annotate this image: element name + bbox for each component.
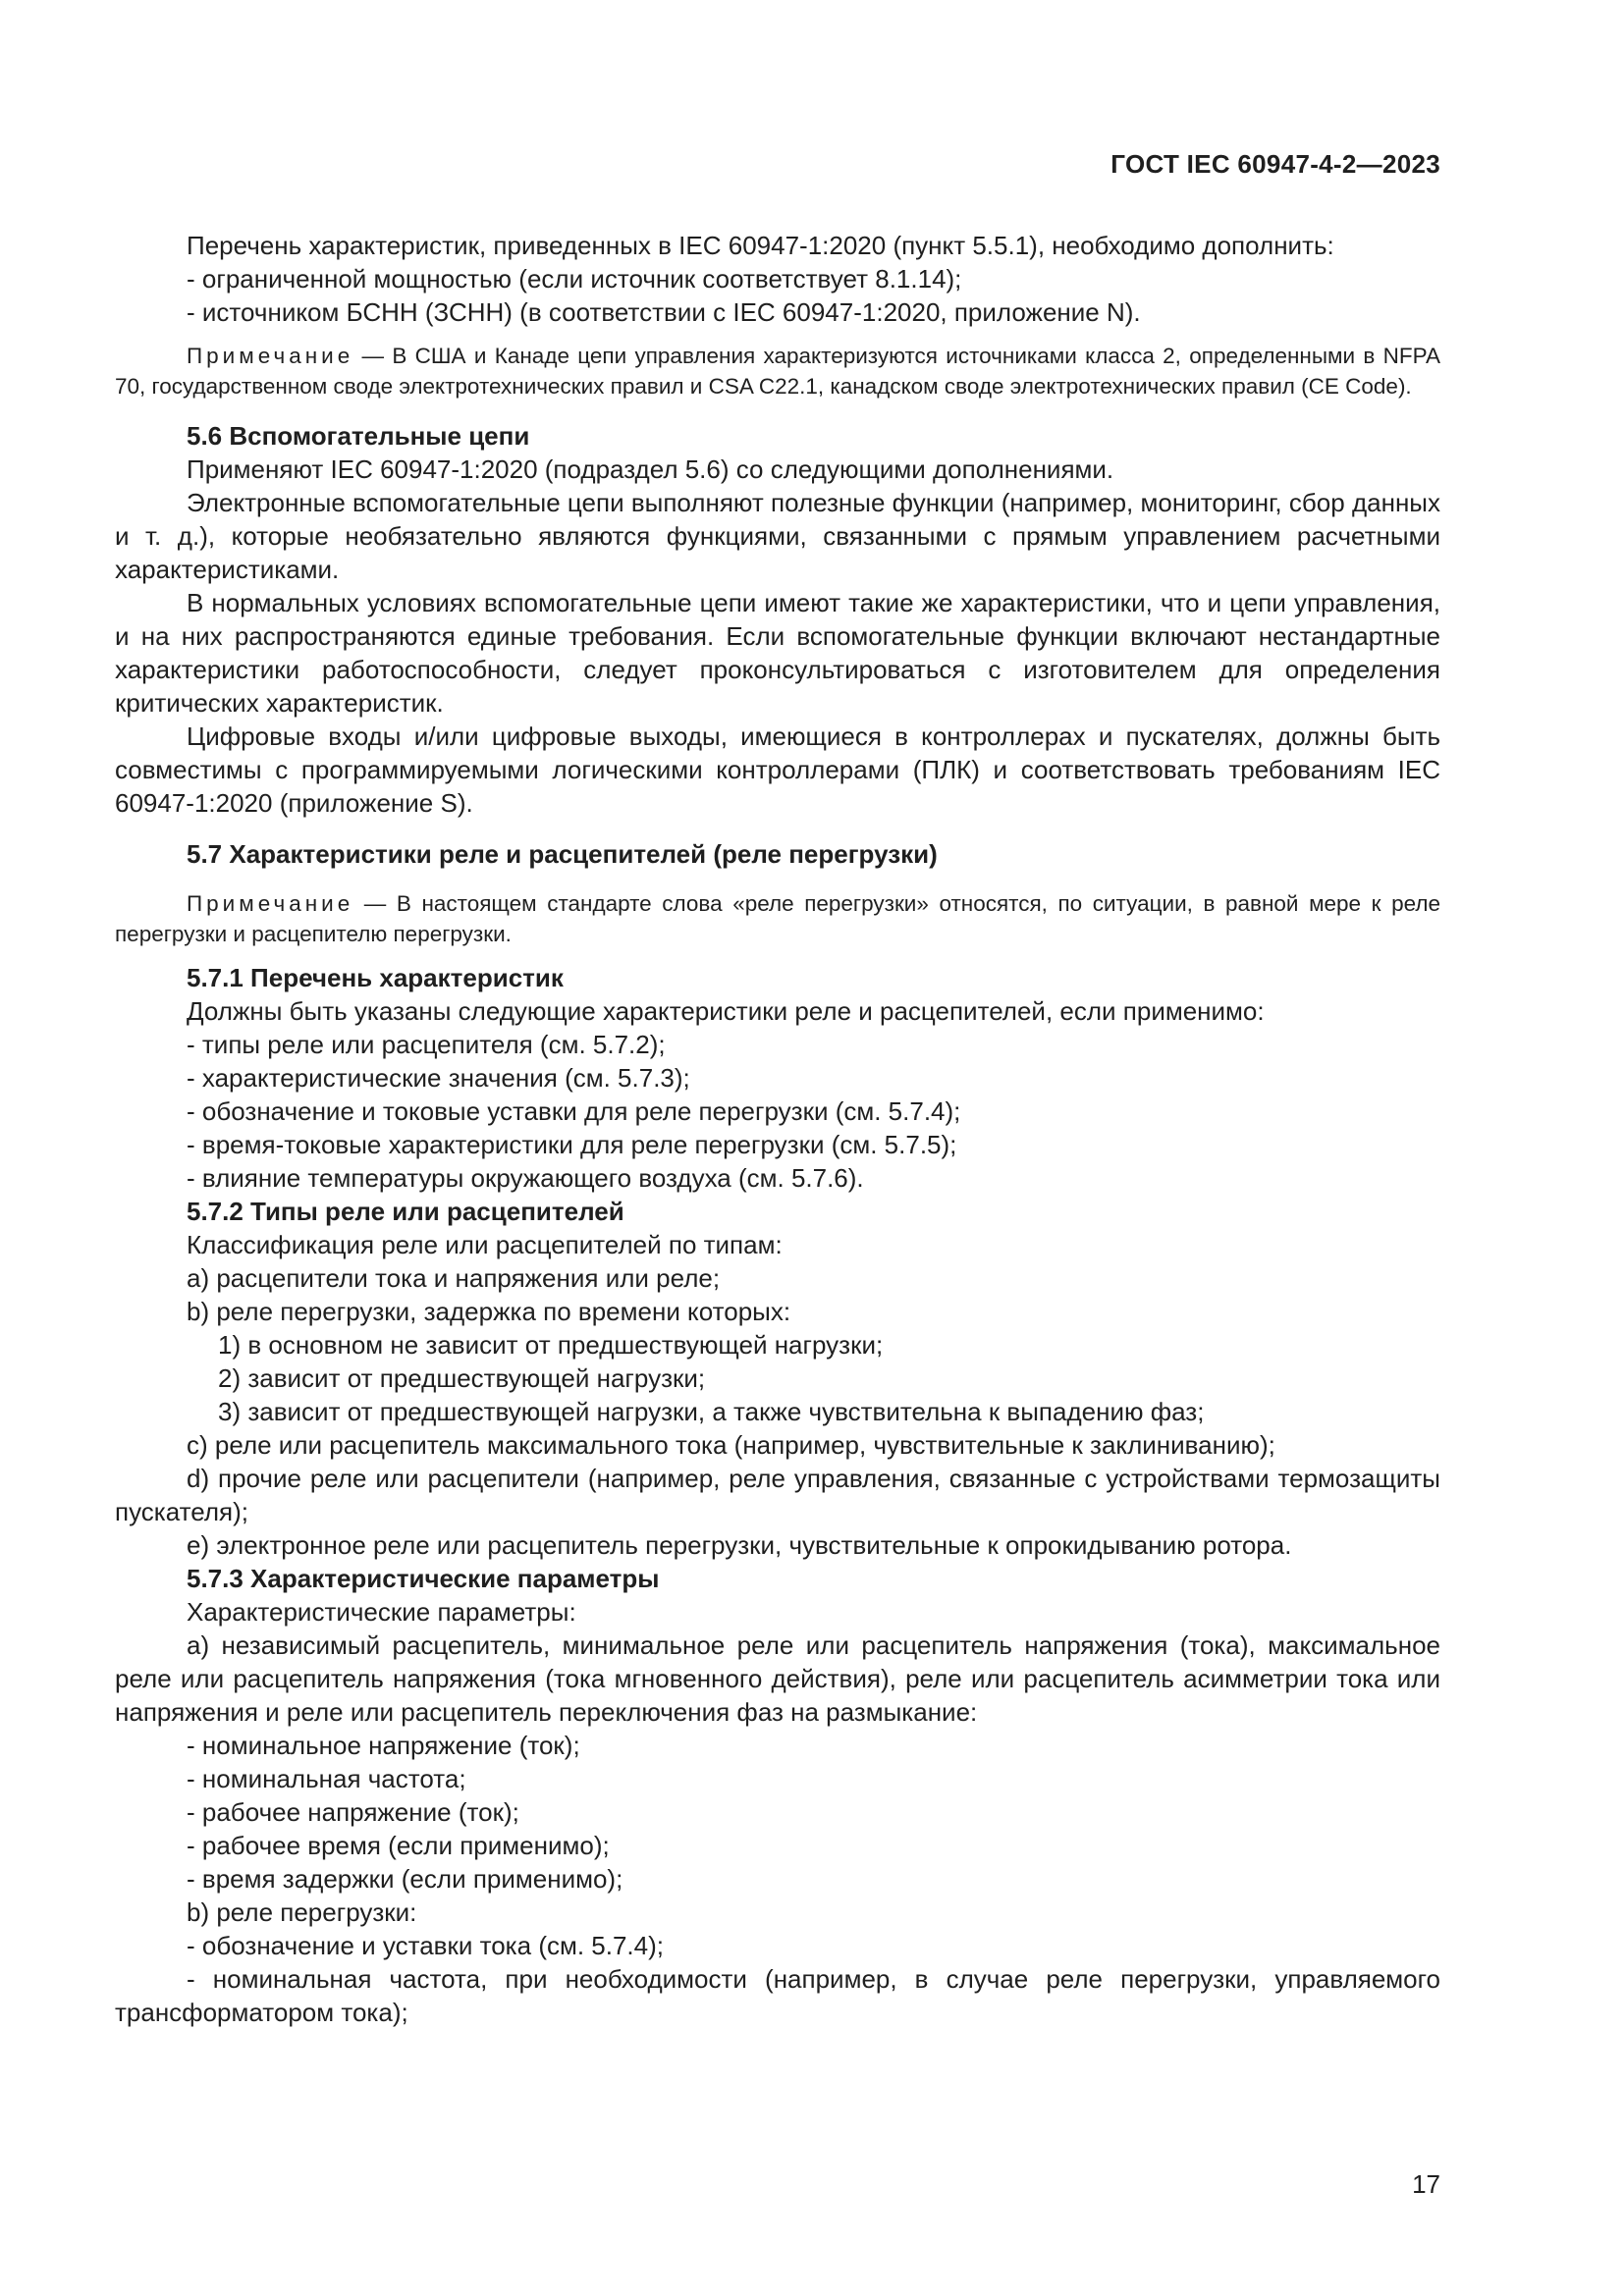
list-item: b) реле перегрузки, задержка по времени которых:: [187, 1297, 791, 1326]
paragraph: Применяют IEC 60947-1:2020 (подраздел 5.6) со следующими дополнениями.: [187, 454, 1114, 484]
note-label: Примечание: [187, 891, 354, 916]
list-item: a) независимый расцепитель, минимальное реле или расцепитель напряжения (тока), максимальное реле или расцепитель напряжения (тока мгновенного действия), реле или расцепитель асимметрии тока или напряжения и реле или расцепитель переключения фаз на размыкание:: [115, 1630, 1440, 1727]
paragraph: Перечень характеристик, приведенных в IEC 60947-1:2020 (пункт 5.5.1), необходимо дополнить:: [187, 231, 1334, 260]
paragraph: Характеристические параметры:: [187, 1597, 576, 1627]
paragraph: В нормальных условиях вспомогательные цепи имеют такие же характеристики, что и цепи управления, и на них распространяются единые требования. Если вспомогательные функции включают нестандартные характеристики работоспособности, следует проконсультироваться с изготовителем для определения критических характеристик.: [115, 588, 1440, 718]
note-text: — В США и Канаде цепи управления характеризуются источниками класса 2, определенными в NFPA 70, государственном своде электротехнических правил и CSA C22.1, канадском своде электротехнических правил (CE Code).: [115, 344, 1440, 399]
paragraph: Должны быть указаны следующие характеристики реле и расцепителей, если применимо:: [187, 996, 1265, 1026]
sub-list-item: 2) зависит от предшествующей нагрузки;: [218, 1363, 706, 1393]
list-item: - номинальная частота, при необходимости (например, в случае реле перегрузки, управляемого трансформатором тока);: [115, 1964, 1440, 2027]
list-item: - ограниченной мощностью (если источник соответствует 8.1.14);: [187, 264, 962, 294]
list-item: a) расцепители тока и напряжения или реле;: [187, 1263, 721, 1293]
list-item: b) реле перегрузки:: [187, 1897, 417, 1927]
paragraph: Электронные вспомогательные цепи выполняют полезные функции (например, мониторинг, сбор данных и т. д.), которые необязательно являются функциями, связанными с прямым управлением расчетными характеристиками.: [115, 488, 1440, 584]
sub-list-item: 1) в основном не зависит от предшествующей нагрузки;: [218, 1330, 884, 1360]
list-item: d) прочие реле или расцепители (например, реле управления, связанные с устройствами термозащиты пускателя);: [115, 1464, 1440, 1526]
list-item: - влияние температуры окружающего воздуха (см. 5.7.6).: [187, 1163, 864, 1193]
list-item: - номинальная частота;: [187, 1764, 466, 1793]
page-number: 17: [1412, 2169, 1440, 2199]
list-item: - источником БСНН (ЗСНН) (в соответствии с IEC 60947-1:2020, приложение N).: [187, 297, 1141, 327]
paragraph: Классификация реле или расцепителей по типам:: [187, 1230, 783, 1259]
note: [115, 341, 1440, 401]
list-item: - обозначение и уставки тока (см. 5.7.4);: [187, 1931, 665, 1960]
list-item: - характеристические значения (см. 5.7.3);: [187, 1063, 690, 1093]
list-item: - типы реле или расцепителя (см. 5.7.2);: [187, 1030, 666, 1059]
list-item: - обозначение и токовые уставки для реле перегрузки (см. 5.7.4);: [187, 1096, 961, 1126]
list-item: - рабочее напряжение (ток);: [187, 1797, 519, 1827]
note: [115, 888, 1440, 949]
section-heading: 5.7.3 Характеристические параметры: [187, 1564, 660, 1593]
list-item: - номинальное напряжение (ток);: [187, 1731, 580, 1760]
section-heading: 5.7 Характеристики реле и расцепителей (реле перегрузки): [187, 839, 938, 869]
list-item: - время задержки (если применимо);: [187, 1864, 623, 1894]
list-item: c) реле или расцепитель максимального тока (например, чувствительные к заклиниванию);: [187, 1430, 1275, 1460]
section-heading: 5.7.1 Перечень характеристик: [187, 963, 564, 992]
note-text: — В настоящем стандарте слова «реле перегрузки» относятся, по ситуации, в равной мере к реле перегрузки и расцепителю перегрузки.: [115, 891, 1440, 946]
note-label: Примечание: [187, 344, 354, 368]
section-heading: 5.7.2 Типы реле или расцепителей: [187, 1197, 624, 1226]
list-item: - рабочее время (если применимо);: [187, 1831, 610, 1860]
paragraph: Цифровые входы и/или цифровые выходы, имеющиеся в контроллерах и пускателях, должны быть совместимы с программируемыми логическими контроллерами (ПЛК) и соответствовать требованиям IEC 60947-1:2020 (приложение S).: [115, 721, 1440, 818]
list-item: e) электронное реле или расцепитель перегрузки, чувствительные к опрокидыванию ротора.: [187, 1530, 1292, 1560]
section-heading: 5.6 Вспомогательные цепи: [187, 421, 530, 451]
document-code: ГОСТ IEC 60947-4-2—2023: [1110, 149, 1440, 179]
page-content: [115, 229, 1440, 2029]
list-item: - время-токовые характеристики для реле перегрузки (см. 5.7.5);: [187, 1130, 957, 1159]
sub-list-item: 3) зависит от предшествующей нагрузки, а также чувствительна к выпадению фаз;: [218, 1397, 1205, 1426]
